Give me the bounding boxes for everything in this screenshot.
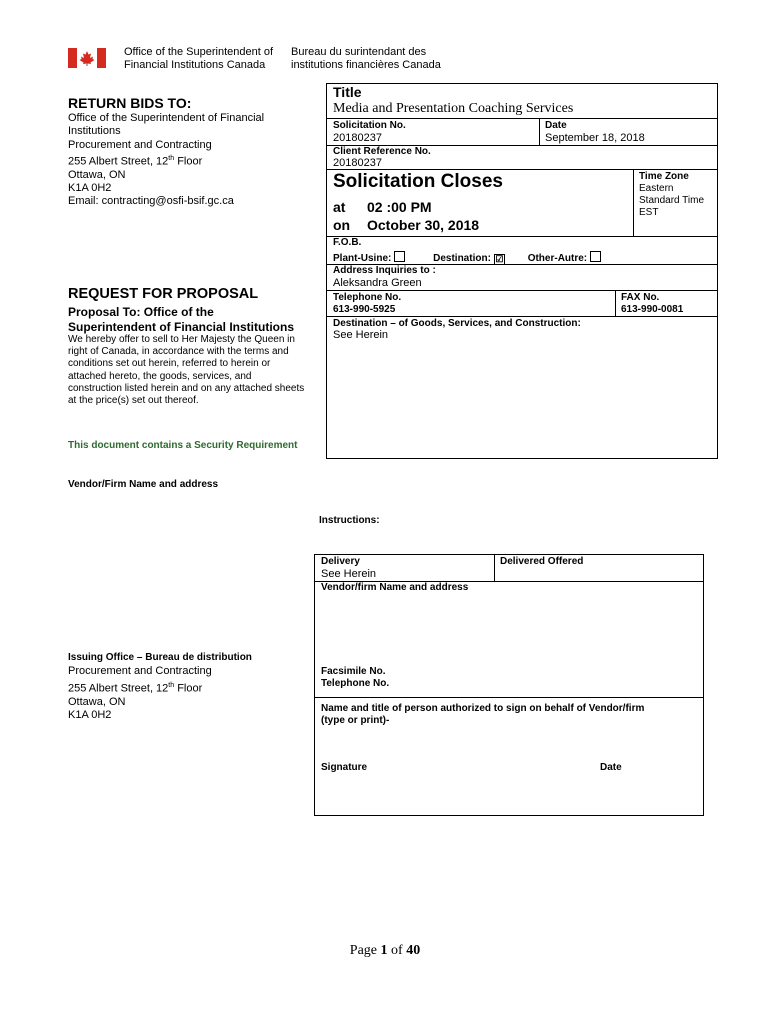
issuing-office-line: K1A 0H2 [68,709,112,722]
canada-flag-icon [68,48,106,68]
return-bids-line: Office of the Superintendent of Financial [68,112,265,124]
facsimile-label: Facsimile No. [321,666,386,677]
org-name-fr [291,46,441,72]
page-total: 40 [406,943,421,958]
issuing-office-street: 255 Albert Street, 12th Floor [68,681,203,695]
return-bids-line: Ottawa, ON [68,168,126,181]
signature-field[interactable] [318,776,698,810]
security-note: This document contains a Security Requirement [68,440,298,451]
proposal-to-line1: Proposal To: Office of the [68,305,214,319]
other-checkbox[interactable] [590,251,601,262]
authorized-person-line2: (type or print)- [321,715,390,726]
destination-goods-label: Destination – of Goods, Services, and Construction: [333,318,581,329]
timezone-value [639,183,704,219]
title-value: Media and Presentation Coaching Services [333,101,574,116]
delivery-label: Delivery [321,556,360,567]
timezone-line1: Eastern [639,183,674,194]
page-word: Page [349,943,378,958]
return-bids-line: Institutions [68,125,121,138]
timezone-label: Time Zone [639,171,689,182]
closes-at-label: at [333,199,346,215]
solicitation-no-value: 20180237 [333,132,382,144]
instructions-label: Instructions: [319,515,380,526]
destination-goods-value: See Herein [333,329,389,341]
closes-at-value: 02 :00 PM [367,199,432,215]
issuing-office-line: Procurement and Contracting [68,665,212,677]
closes-on-value: October 30, 2018 [367,217,480,233]
return-bids-street: 255 Albert Street, 12th Floor [68,154,203,168]
timezone-line3: EST [639,207,659,218]
authorized-person-field[interactable] [318,728,698,758]
fob-label: F.O.B. [333,237,362,248]
authorized-person-label [321,703,644,727]
rfp-heading: REQUEST FOR PROPOSAL [68,286,259,302]
address-inquiries-label: Address Inquiries to : [333,265,436,276]
date-label: Date [545,120,567,131]
client-ref-value: 20180237 [333,157,382,169]
return-bids-heading: RETURN BIDS TO: [68,95,192,111]
client-ref-label: Client Reference No. [333,146,431,157]
vendor-firm-label: Vendor/Firm Name and address [68,479,219,490]
plant-checkbox[interactable] [394,251,405,262]
destination-checkbox[interactable]: ☑ [495,254,504,264]
fob-options [333,251,601,265]
title-label: Title [333,84,362,100]
closes-at [333,199,432,215]
return-bids-line: Procurement and Contracting [68,138,212,151]
telephone-label: Telephone No. [333,292,402,303]
return-bids-line: K1A 0H2 [68,182,112,195]
org-name-fr-line1: Bureau du surintendant des [291,46,427,58]
delivered-offered-label: Delivered Offered [500,556,584,567]
timezone-line2: Standard Time [639,195,705,206]
delivery-value: See Herein [321,568,377,580]
address-inquiries-value: Aleksandra Green [333,277,422,289]
plant-label: Plant-Usine: [333,253,392,264]
issuing-office-line: Ottawa, ON [68,695,126,708]
fax-label: FAX No. [621,292,660,303]
return-bids-address [68,112,308,209]
page-number [0,943,770,959]
signature-label: Signature [321,762,368,773]
offer-text: We hereby offer to sell to Her Majesty the Queen in right of Canada, in accordance with the terms and conditions set out herein, referred to herein or attached hereto, the goods, services, and construction listed herein and on any attached sheets at the price(s) set out thereof. [68,334,305,407]
return-bids-email[interactable]: Email: contracting@osfi-bsif.gc.ca [68,195,234,208]
solicitation-closes-heading: Solicitation Closes [333,171,503,192]
closes-on-label: on [333,217,351,233]
issuing-office-heading: Issuing Office – Bureau de distribution [68,652,252,663]
proposal-to-line2: Superintendent of Financial Institutions [68,319,295,334]
other-label: Other-Autre: [527,253,588,264]
date-value: September 18, 2018 [545,132,645,144]
delivery-telephone-label: Telephone No. [321,678,390,689]
org-name-en-line1: Office of the Superintendent of [124,46,274,58]
vendor-firm-name-label: Vendor/firm Name and address [321,582,469,593]
of-word: of [391,943,403,958]
proposal-to [68,305,294,334]
vendor-firm-name-field[interactable] [318,596,698,660]
destination-label: Destination: [433,253,491,264]
org-name-en [124,46,273,72]
org-name-en-line2: Financial Institutions Canada [124,59,266,71]
closes-on [333,217,479,233]
authorized-person-line1: Name and title of person authorized to sign on behalf of Vendor/firm [321,703,645,714]
telephone-value: 613-990-5925 [333,304,396,315]
page-current: 1 [380,943,388,958]
solicitation-no-label: Solicitation No. [333,120,406,131]
org-name-fr-line2: institutions financières Canada [291,59,441,71]
fax-value: 613-990-0081 [621,304,684,315]
issuing-office-address [68,665,212,723]
signature-date-label: Date [600,762,622,773]
